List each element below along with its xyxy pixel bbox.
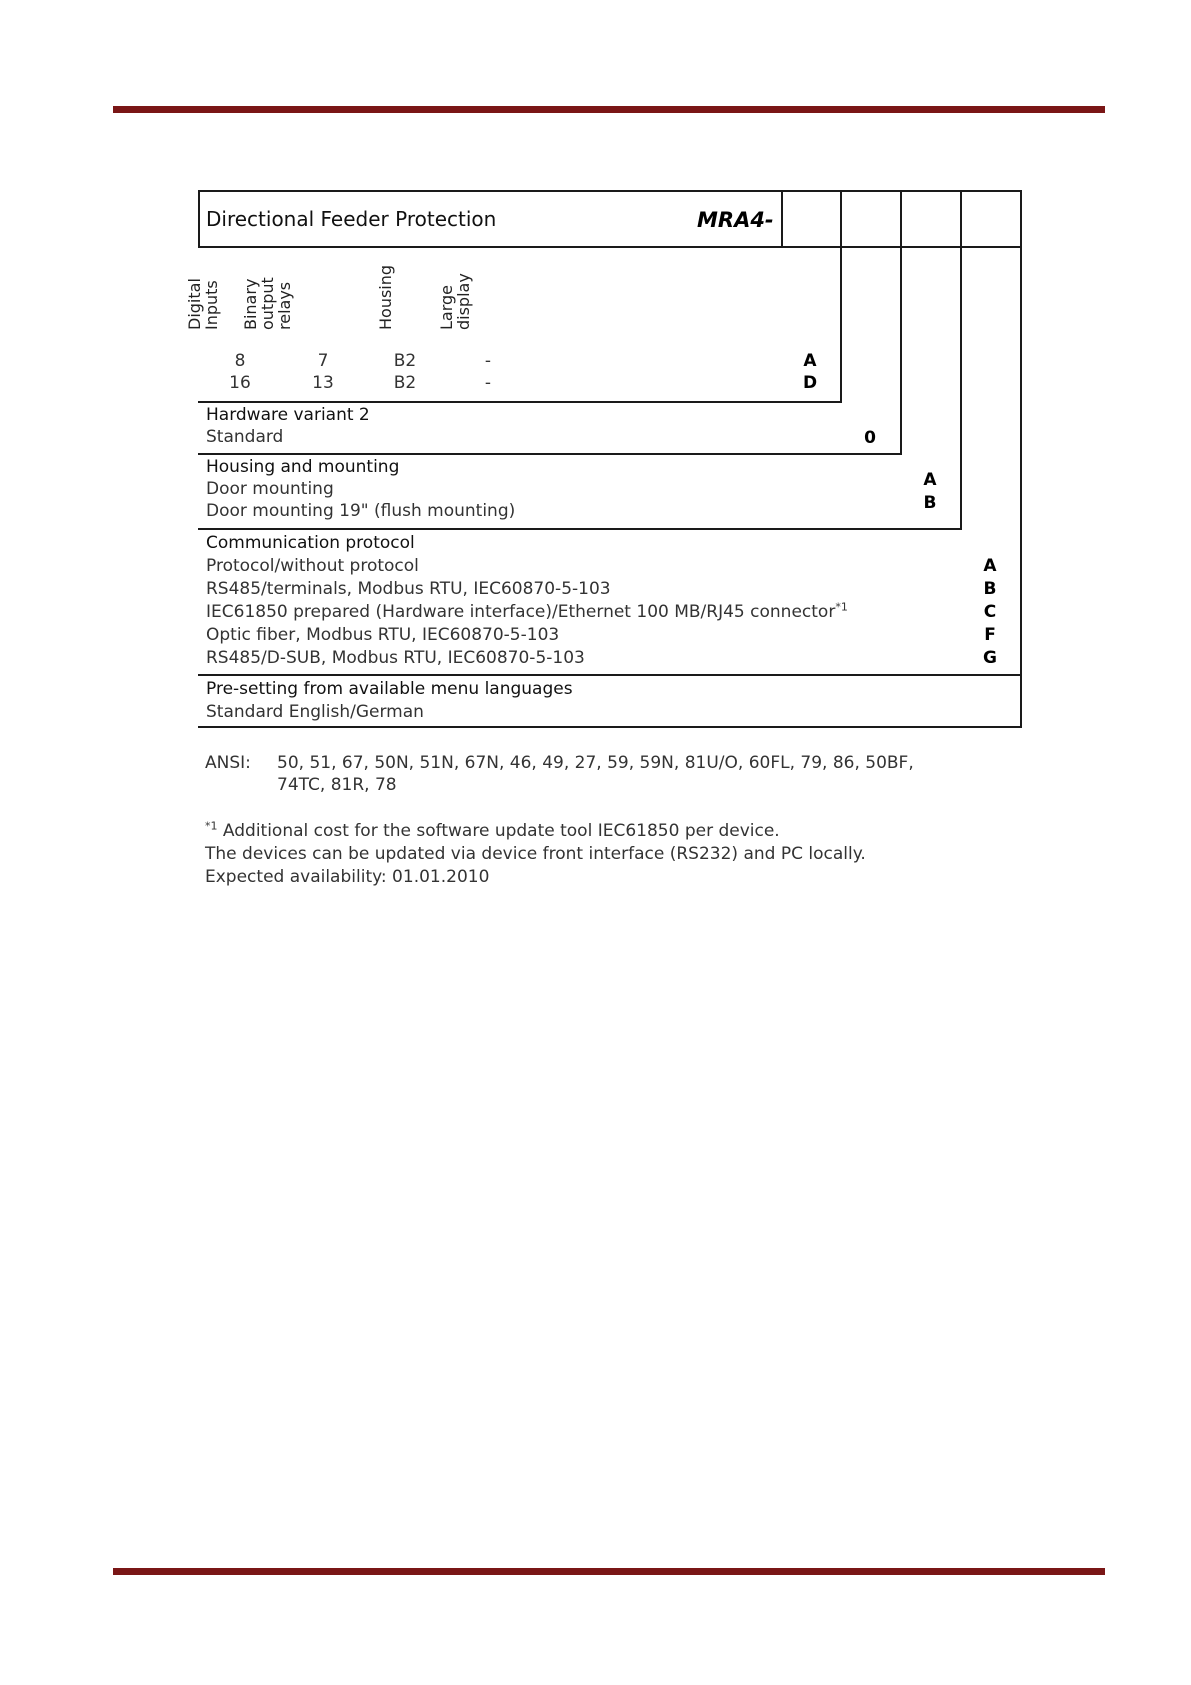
option-label: Optic fiber, Modbus RTU, IEC60870-5-103 xyxy=(206,625,560,645)
option-code: B xyxy=(923,493,937,513)
option-code: A xyxy=(923,470,937,490)
option-label: Standard English/German xyxy=(206,702,424,722)
frame-bottom xyxy=(198,726,1022,728)
frame-left xyxy=(198,190,200,248)
footer-rule xyxy=(113,1568,1105,1575)
digital-inputs-value: 16 xyxy=(229,373,251,393)
option-label: RS485/terminals, Modbus RTU, IEC60870-5-103 xyxy=(206,579,611,599)
footnote-marker: *1 xyxy=(205,819,218,833)
footnote-text: The devices can be updated via device front interface (RS232) and PC locally. xyxy=(205,844,866,864)
option-label: Protocol/without protocol xyxy=(206,556,419,576)
option-code: G xyxy=(983,648,997,668)
footnote-text: Expected availability: 01.01.2010 xyxy=(205,867,490,887)
sep-communication xyxy=(198,674,1022,676)
footnote-marker: *1 xyxy=(835,600,848,614)
col-header-binary-outputs xyxy=(241,260,347,330)
option-label: RS485/D-SUB, Modbus RTU, IEC60870-5-103 xyxy=(206,648,585,668)
housing-value: B2 xyxy=(393,351,417,371)
option-code: C xyxy=(983,602,997,622)
option-code: A xyxy=(983,556,997,576)
box-divider-3 xyxy=(900,190,902,455)
sep-housing xyxy=(198,528,962,530)
col-header-line: Digital xyxy=(185,278,204,330)
order-form xyxy=(185,190,1022,728)
footnote-text: Additional cost for the software update tool IEC61850 per device. xyxy=(222,821,780,841)
form-title: Directional Feeder Protection xyxy=(206,207,497,231)
section-heading-communication: Communication protocol xyxy=(206,533,415,553)
box-divider-1 xyxy=(781,190,783,248)
frame-right xyxy=(1020,190,1022,728)
col-header-line: Large xyxy=(437,284,456,330)
option-code: F xyxy=(984,625,996,645)
col-header-line: relays xyxy=(275,281,294,330)
variant-code: D xyxy=(802,373,818,393)
col-header-housing xyxy=(376,260,412,330)
model-code: MRA4- xyxy=(697,208,774,232)
binary-outputs-value: 13 xyxy=(312,373,334,393)
col-header-line: Housing xyxy=(376,264,395,330)
large-display-value: - xyxy=(484,351,492,371)
option-code: B xyxy=(983,579,997,599)
section-heading-housing: Housing and mounting xyxy=(206,457,400,477)
frame-top xyxy=(198,190,1022,192)
ansi-codes-line: 74TC, 81R, 78 xyxy=(277,775,397,795)
col-header-line: display xyxy=(454,273,473,330)
option-label: Door mounting xyxy=(206,479,334,499)
housing-value: B2 xyxy=(393,373,417,393)
ansi-label: ANSI: xyxy=(205,753,251,773)
section-heading-hardware: Hardware variant 2 xyxy=(206,405,370,425)
binary-outputs-value: 7 xyxy=(317,351,329,371)
sep-hardware xyxy=(198,453,902,455)
option-label: IEC61850 prepared (Hardware interface)/Ethernet 100 MB/RJ45 connector xyxy=(206,602,836,622)
col-header-line: Inputs xyxy=(202,280,221,330)
col-header-line: Binary xyxy=(241,278,260,330)
ansi-codes-line: 50, 51, 67, 50N, 51N, 67N, 46, 49, 27, 59, 59N, 81U/O, 60FL, 79, 86, 50BF, xyxy=(277,753,914,773)
option-code: 0 xyxy=(864,428,876,448)
option-label: Standard xyxy=(206,427,284,447)
sep-variants xyxy=(198,401,842,403)
section-heading-language: Pre-setting from available menu languages xyxy=(206,679,573,699)
large-display-value: - xyxy=(484,373,492,393)
box-divider-4 xyxy=(960,190,962,530)
header-rule xyxy=(113,106,1105,113)
box-divider-2 xyxy=(840,190,842,403)
col-header-line: output xyxy=(258,277,277,330)
digital-inputs-value: 8 xyxy=(234,351,246,371)
frame-header-bottom xyxy=(198,246,1022,248)
option-label: Door mounting 19" (flush mounting) xyxy=(206,501,516,521)
footnote-1 xyxy=(205,820,780,842)
variant-code: A xyxy=(803,351,817,371)
option-label-with-footnote xyxy=(206,602,848,622)
col-header-large-display xyxy=(437,260,508,330)
